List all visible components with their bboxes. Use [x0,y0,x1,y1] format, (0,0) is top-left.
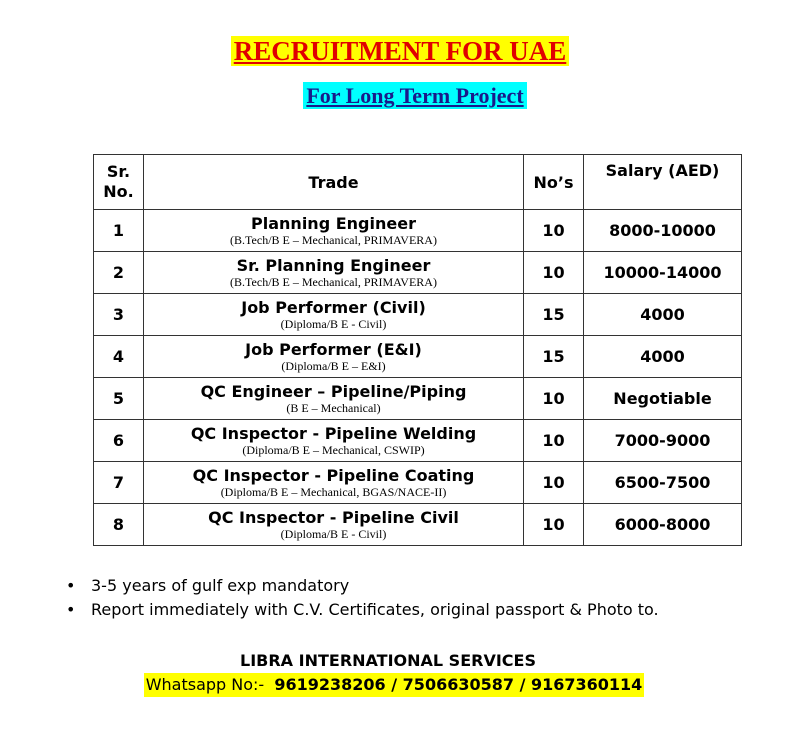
cell-trade [144,504,524,546]
cell-trade [144,420,524,462]
cell-salary: 4000 [584,336,742,378]
cell-nos: 10 [524,210,584,252]
contact-numbers: 9619238206 / 7506630587 / 9167360114 [274,675,643,694]
header-sr-no [94,155,144,210]
table-row [94,420,742,462]
notes-list [66,574,659,622]
trade-title: Sr. Planning Engineer [236,256,431,275]
cell-salary: 10000-14000 [584,252,742,294]
trade-qualification: (Diploma/B E – E&I) [281,359,386,373]
trade-qualification: (B E – Mechanical) [286,401,381,415]
subtitle-container [0,82,800,109]
cell-nos: 10 [524,378,584,420]
table-row [94,504,742,546]
cell-trade [144,210,524,252]
cell-sr: 2 [94,252,144,294]
table-row [94,252,742,294]
cell-sr: 1 [94,210,144,252]
cell-nos: 10 [524,420,584,462]
cell-sr: 4 [94,336,144,378]
list-item: • Report immediately with C.V. Certificates, original passport & Photo to. [66,598,659,622]
cell-nos: 15 [524,294,584,336]
cell-sr: 3 [94,294,144,336]
page-subtitle: For Long Term Project [303,82,526,109]
table-row [94,336,742,378]
contact-label: Whatsapp No:- [145,675,265,694]
table-row [94,210,742,252]
cell-salary: 8000-10000 [584,210,742,252]
contact-line [144,673,645,697]
jobs-table [93,154,742,546]
cell-salary: 7000-9000 [584,420,742,462]
cell-trade [144,252,524,294]
list-item: • 3-5 years of gulf exp mandatory [66,574,659,598]
cell-nos: 15 [524,336,584,378]
cell-trade [144,294,524,336]
cell-sr: 5 [94,378,144,420]
trade-title: QC Inspector - Pipeline Civil [208,508,459,527]
table-row [94,378,742,420]
cell-sr: 6 [94,420,144,462]
header-nos: No’s [524,155,584,210]
cell-nos: 10 [524,462,584,504]
contact-container [0,673,788,697]
table-row [94,294,742,336]
header-salary: Salary (AED) [584,155,742,210]
cell-nos: 10 [524,252,584,294]
cell-salary: 6500-7500 [584,462,742,504]
table-header-row [94,155,742,210]
table-row [94,462,742,504]
trade-qualification: (Diploma/B E – Mechanical, CSWIP) [242,443,425,457]
cell-nos: 10 [524,504,584,546]
trade-qualification: (Diploma/B E - Civil) [280,317,387,331]
company-name: LIBRA INTERNATIONAL SERVICES [240,651,536,670]
trade-qualification: (Diploma/B E – Mechanical, BGAS/NACE-II) [220,485,447,499]
header-sr-label: Sr. No. [103,162,134,201]
trade-title: QC Engineer – Pipeline/Piping [200,382,467,401]
trade-title: Job Performer (Civil) [241,298,426,317]
trade-title: QC Inspector - Pipeline Coating [192,466,475,485]
trade-qualification: (B.Tech/B E – Mechanical, PRIMAVERA) [230,233,437,247]
cell-trade [144,462,524,504]
trade-title: Planning Engineer [251,214,416,233]
trade-qualification: (B.Tech/B E – Mechanical, PRIMAVERA) [230,275,437,289]
cell-salary: Negotiable [584,378,742,420]
trade-qualification: (Diploma/B E - Civil) [280,527,387,541]
cell-salary: 6000-8000 [584,504,742,546]
cell-sr: 8 [94,504,144,546]
cell-trade [144,336,524,378]
page-title: RECRUITMENT FOR UAE [231,36,570,66]
cell-salary: 4000 [584,294,742,336]
trade-title: QC Inspector - Pipeline Welding [190,424,477,443]
trade-title: Job Performer (E&I) [245,340,422,359]
cell-sr: 7 [94,462,144,504]
header-trade: Trade [144,155,524,210]
cell-trade [144,378,524,420]
title-container [0,36,800,66]
